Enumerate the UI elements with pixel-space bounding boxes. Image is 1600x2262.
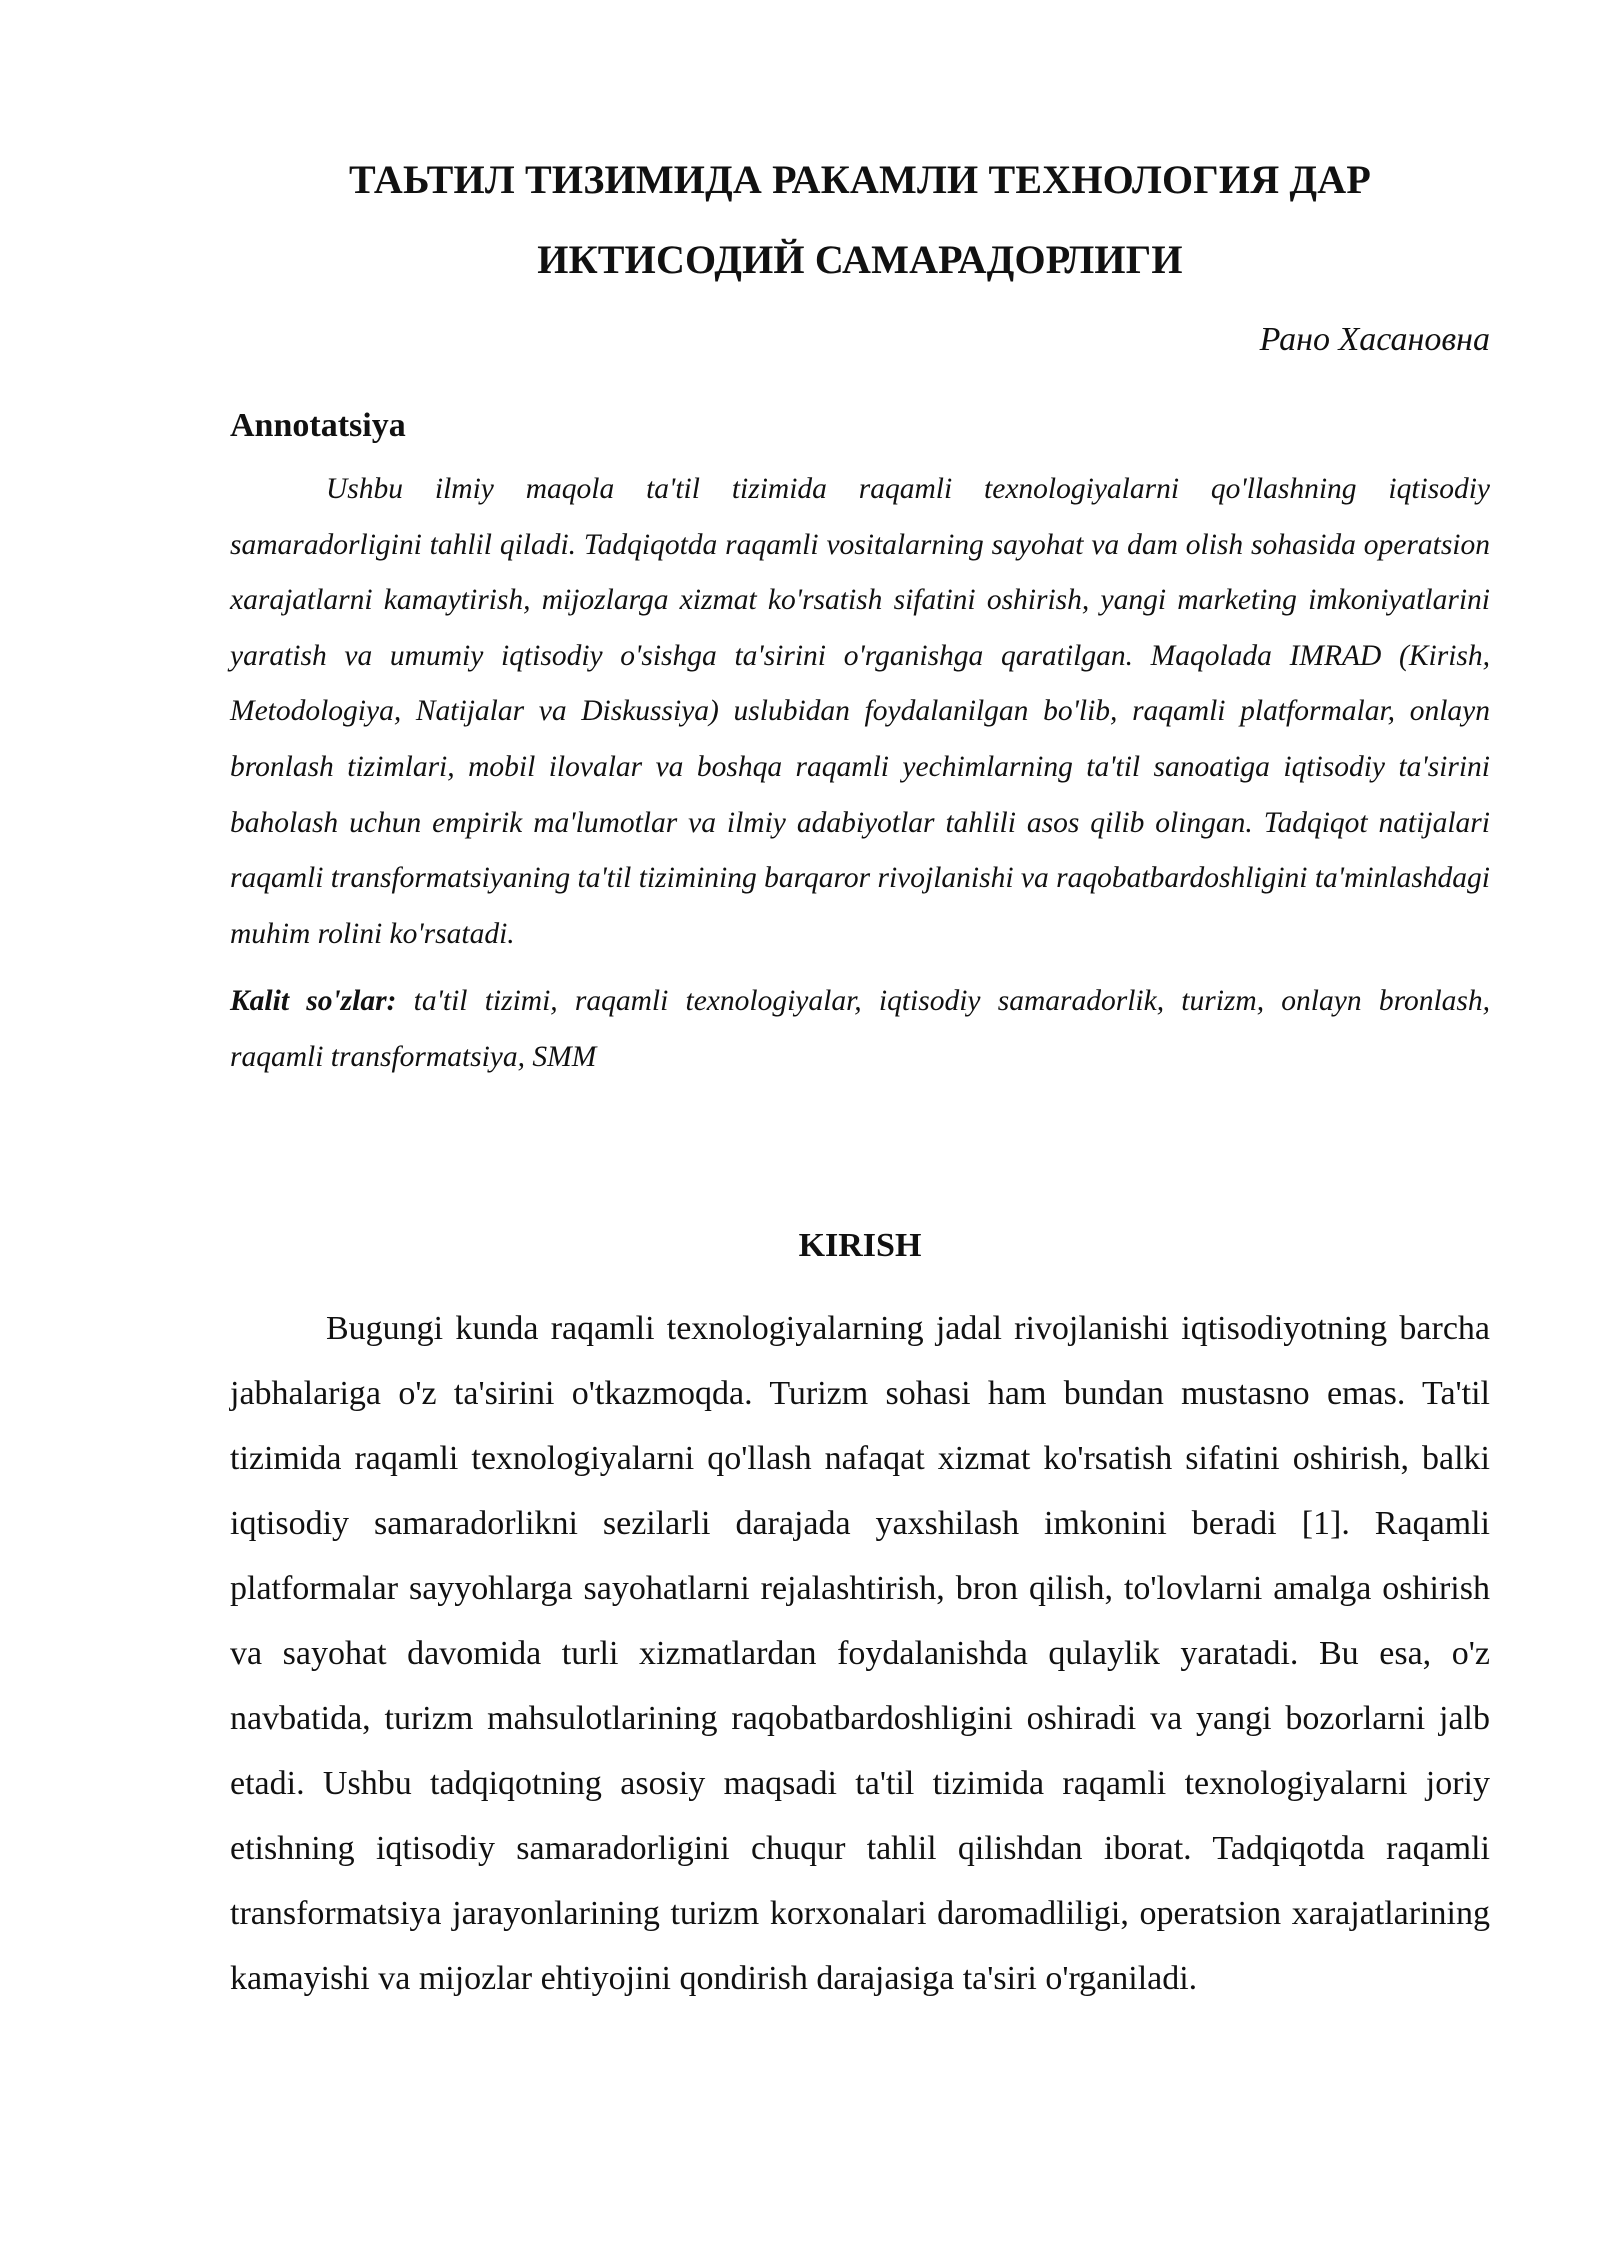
keywords [230, 974, 1490, 1085]
keywords-label: Kalit so'zlar: [230, 985, 397, 1018]
paper-title [230, 140, 1490, 300]
page-content [230, 140, 1490, 2011]
intro-paragraph: Bugungi kunda raqamli texnologiyalarning jadal rivojlanishi iqtisodiyotning barcha jabhalariga o'z ta'sirini o'tkazmoqda. Turizm sohasi ham bundan mustasno emas. Ta'til tizimida raqamli texnologiyalarni qo'llash nafaqat xizmat ko'rsatish sifatini oshirish, balki iqtisodiy samaradorlikni sezilarli darajada yaxshilash imkonini beradi [1]. Raqamli platformalar sayyohlarga sayohatlarni rejalashtirish, bron qilish, to'lovlarni amalga oshirish va sayohat davomida turli xizmatlardan foydalanishda qulaylik yaratadi. Bu esa, o'z navbatida, turizm mahsulotlarining raqobatbardoshligini oshiradi va yangi bozorlarni jalb etadi. Ushbu tadqiqotning asosiy maqsadi ta'til tizimida raqamli texnologiyalarni joriy etishning iqtisodiy samaradorligini chuqur tahlil qilishdan iborat. Tadqiqotda raqamli transformatsiya jarayonlarining turizm korxonalari daromadliligi, operatsion xarajatlarining kamayishi va mijozlar ehtiyojini qondirish darajasiga ta'siri o'rganiladi. [230, 1309, 1490, 1997]
abstract-text: Ushbu ilmiy maqola ta'til tizimida raqamli texnologiyalarni qo'llashning iqtisodiy samaradorligini tahlil qiladi. Tadqiqotda raqamli vositalarning sayohat va dam olish sohasida operatsion xarajatlarni kamaytirish, mijozlarga xizmat ko'rsatish sifatini oshirish, yangi marketing imkoniyatlarini yaratish va umumiy iqtisodiy o'sishga ta'sirini o'rganishga qaratilgan. Maqolada IMRAD (Kirish, Metodologiya, Natijalar va Diskussiya) uslubidan foydalanilgan bo'lib, raqamli platformalar, onlayn bronlash tizimlari, mobil ilovalar va boshqa raqamli yechimlarning ta'til sanoatiga iqtisodiy ta'sirini baholash uchun empirik ma'lumotlar va ilmiy adabiyotlar tahlili asos qilib olingan. Tadqiqot natijalari raqamli transformatsiyaning ta'til tizimining barqaror rivojlanishi va raqobatbardoshligini ta'minlashdagi muhim rolini ko'rsatadi. [230, 473, 1490, 950]
title-line-2: ИКТИСОДИЙ САМАРАДОРЛИГИ [537, 237, 1183, 282]
annotation-heading: Annotatsiya [230, 407, 406, 444]
author-name: Рано Хасановна [1259, 321, 1490, 358]
title-line-1: ТАЬТИЛ ТИЗИМИДА РАКАМЛИ ТЕХНОЛОГИЯ ДАР [349, 157, 1371, 202]
keywords-text: ta'til tizimi, raqamli texnologiyalar, iqtisodiy samaradorlik, turizm, onlayn bronlash, raqamli transformatsiya, SMM [230, 985, 1491, 1073]
section-heading-kirish: KIRISH [798, 1226, 922, 1264]
